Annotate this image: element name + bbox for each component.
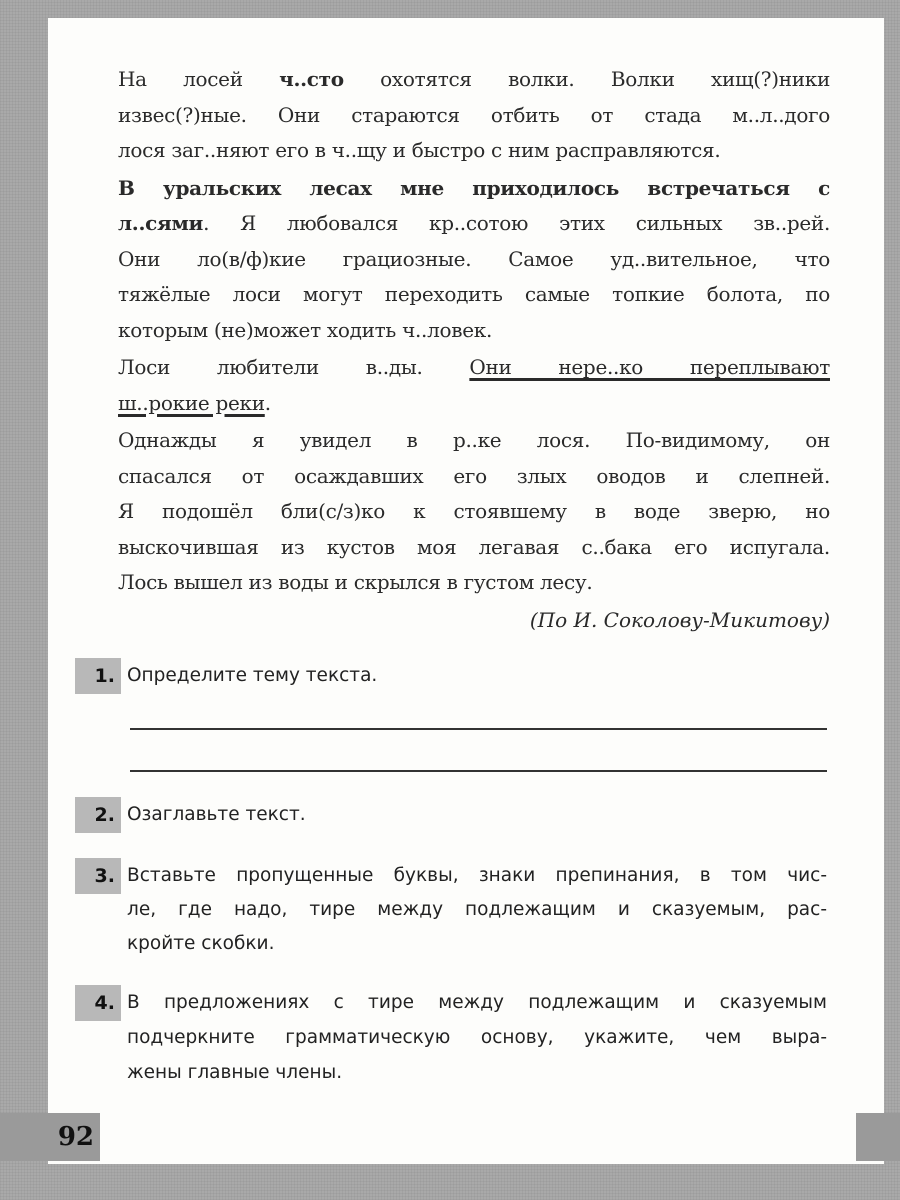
- underlined-text: ш..рокие реки: [118, 390, 265, 415]
- text-segment: выскочившая из кустов моя легавая с..бака его испугала.: [118, 534, 830, 559]
- reading-text: [118, 62, 830, 601]
- text-line: [118, 98, 830, 134]
- page-edge-bar: [856, 1113, 900, 1161]
- text-segment: Лось вышел из воды и скрылся в густом лесу.: [118, 570, 593, 594]
- text-line: [118, 494, 830, 530]
- text-line: [118, 530, 830, 566]
- text-line: [118, 386, 830, 422]
- text-line: [118, 133, 830, 169]
- text-segment: тяжёлые лоси могут переходить самые топкие болота, по: [118, 282, 830, 306]
- text-segment: Я подошёл бли(с/з)ко к стоявшему в воде зверю, но: [118, 499, 830, 523]
- text-segment: .: [264, 390, 271, 415]
- text-line: [118, 313, 830, 349]
- task-number-badge: 4.: [75, 985, 121, 1021]
- text-line: [118, 277, 830, 313]
- text-segment: охотятся волки. Волки хищ(?)ники: [343, 67, 830, 91]
- answer-line[interactable]: [130, 728, 827, 730]
- text-segment: Они ло(в/ф)кие грациозные. Самое уд..вительное, что: [118, 246, 830, 271]
- text-line: [118, 350, 830, 386]
- bold-text: ч..сто: [279, 67, 344, 91]
- text-line: [118, 459, 830, 495]
- task-text: жены главные члены.: [127, 1062, 343, 1083]
- text-line: [118, 565, 830, 601]
- task-text: кройте скобки.: [127, 933, 275, 954]
- attribution: (По И. Соколову-Микитову): [529, 608, 830, 632]
- text-line: [118, 62, 830, 98]
- bold-text: В уральских лесах мне приходилось встречаться с: [118, 175, 830, 200]
- text-line: [118, 242, 830, 278]
- text-line: [118, 171, 830, 207]
- answer-line[interactable]: [130, 770, 827, 772]
- bold-text: л..сями: [118, 211, 204, 235]
- task-text: Определите тему текста.: [127, 665, 378, 686]
- task-number-badge: 3.: [75, 858, 121, 894]
- task-text: Вставьте пропущенные буквы, знаки препинания, в том чис-: [127, 865, 827, 886]
- underlined-text: Они нере..ко переплывают: [469, 355, 830, 379]
- text-segment: которым (не)может ходить ч..ловек.: [118, 317, 493, 342]
- task-text: Озаглавьте текст.: [127, 804, 306, 825]
- task-number-badge: 2.: [75, 797, 121, 833]
- text-segment: спасался от осаждавших его злых оводов и слепней.: [118, 463, 830, 488]
- text-segment: . Я любовался кр..сотою этих сильных зв..рей.: [203, 211, 830, 235]
- text-segment: Однажды я увидел в р..ке лося. По-видимому, он: [118, 428, 830, 452]
- text-segment: Лоси любители в..ды.: [118, 355, 470, 379]
- text-segment: На лосей: [118, 67, 280, 91]
- page-number: 92: [0, 1113, 100, 1161]
- task-text: В предложениях с тире между подлежащим и сказуемым: [127, 992, 827, 1013]
- task-number-badge: 1.: [75, 658, 121, 694]
- task-text: подчеркните грамматическую основу, укажите, чем выра-: [127, 1027, 827, 1048]
- text-line: [118, 206, 830, 242]
- text-segment: извес(?)ные. Они стараются отбить от стада м..л..дого: [118, 102, 830, 127]
- text-line: [118, 423, 830, 459]
- text-segment: лося заг..няют его в ч..щу и быстро с ним расправляются.: [118, 138, 721, 162]
- task-text: ле, где надо, тире между подлежащим и сказуемым, рас-: [127, 899, 827, 920]
